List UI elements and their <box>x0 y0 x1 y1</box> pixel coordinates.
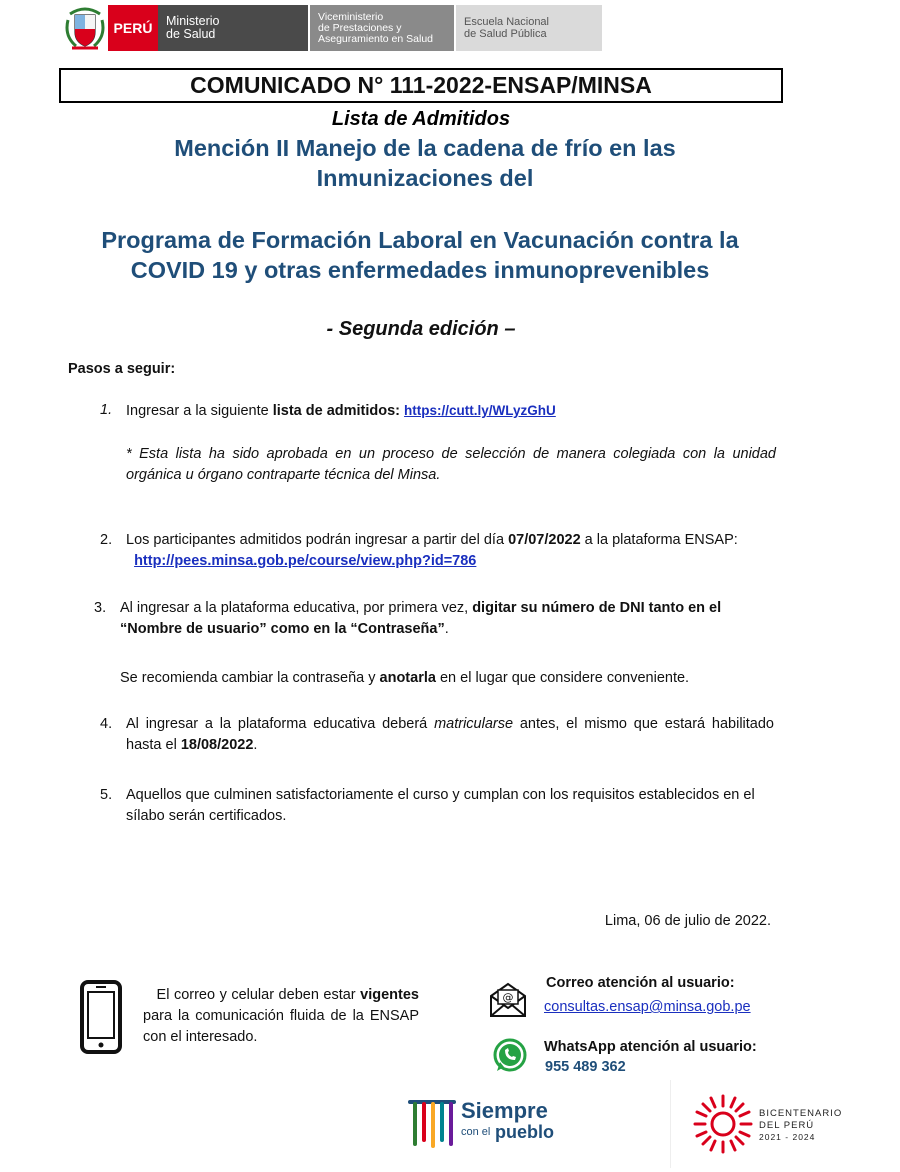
contact-validity-note <box>143 985 419 1048</box>
step-4-date: 18/08/2022 <box>180 737 254 753</box>
footer-note-bold: vigentes <box>360 987 419 1003</box>
mencion-title: Mención II Manejo de la cadena de frío en las Inmunizaciones del <box>174 135 676 191</box>
coat-of-arms-icon <box>64 6 106 50</box>
step-1-bold: lista de admitidos: <box>272 403 401 419</box>
admitidos-link[interactable]: https://cutt.ly/WLyzGhU <box>404 403 556 418</box>
step-2-date: 07/07/2022 <box>508 532 581 548</box>
vice-line-1: Viceministerio <box>318 10 384 23</box>
step-2-number: 2. <box>100 532 113 548</box>
edicion-label: - Segunda edición – <box>326 318 516 340</box>
bicent-line-3: 2021 - 2024 <box>759 1132 816 1142</box>
comunicado-title: COMUNICADO N° 111-2022-ENSAP/MINSA <box>59 68 783 103</box>
con-el-word: con el <box>461 1126 491 1138</box>
escuela-line-1: Escuela Nacional <box>464 16 549 28</box>
siempre-logo-icon <box>407 1096 457 1150</box>
step-3-post: . <box>444 621 449 637</box>
whatsapp-number[interactable]: 955 489 362 <box>545 1059 626 1075</box>
escuela-line-2: de Salud Pública <box>464 28 547 40</box>
bicentenario-logo <box>670 1080 871 1168</box>
step-4-text <box>126 714 774 756</box>
step-3-recommendation <box>120 668 770 689</box>
vice-line-2: de Prestaciones y <box>318 21 402 34</box>
siempre-word: Siempre <box>461 1098 548 1123</box>
lista-subtitle: Lista de Admitidos <box>331 108 511 130</box>
step-4-mid: antes, el mismo que estará habilitado hasta el <box>126 716 774 753</box>
step-1-note: * Esta lista ha sido aprobada en un proceso de selección de manera colegiada con la unidad orgánica u órgano contraparte técnica del Minsa. <box>126 446 776 483</box>
step-5-text: Aquellos que culminen satisfactoriamente el curso y cumplan con los requisitos establecidos en el sílabo serán certificados. <box>126 787 755 824</box>
step-4-pre: Al ingresar a la plataforma educativa deberá <box>126 716 435 732</box>
email-link[interactable]: consultas.ensap@minsa.gob.pe <box>544 999 751 1015</box>
step-3-rec-bold: anotarla <box>379 670 436 686</box>
step-1-text <box>126 400 776 422</box>
step-2-text <box>126 530 776 572</box>
ensap-platform-link[interactable]: http://pees.minsa.gob.pe/course/view.php?id=786 <box>134 553 477 569</box>
mobile-phone-icon <box>80 980 122 1054</box>
step-3-rec-post: en el lugar que considere conveniente. <box>435 670 690 686</box>
email-label: Correo atención al usuario: <box>546 975 735 991</box>
escuela-label <box>456 5 602 51</box>
svg-text:@: @ <box>502 991 514 1004</box>
whatsapp-icon <box>492 1038 528 1074</box>
step-2-mid: a la plataforma ENSAP: <box>580 532 738 548</box>
bicentenario-logo-icon <box>691 1092 755 1156</box>
step-5-number: 5. <box>100 787 113 803</box>
step-4-post: . <box>253 737 258 753</box>
step-3-number: 3. <box>94 600 107 616</box>
step-3-bold: digitar su número de DNI tanto en el “Nombre de usuario” como en la “Contraseña” <box>120 600 722 637</box>
step-2-pre: Los participantes admitidos podrán ingresar a partir del día <box>126 532 509 548</box>
bicent-line-2: DEL PERÚ <box>759 1120 815 1131</box>
ministerio-line-1: Ministerio <box>166 14 220 28</box>
step-3-rec-pre: Se recomienda cambiar la contraseña y <box>120 670 380 686</box>
viceministerio-label <box>310 5 454 51</box>
step-1-pre: Ingresar a la siguiente <box>126 403 273 419</box>
step-1-number: 1. <box>100 402 113 418</box>
date-place: Lima, 06 de julio de 2022. <box>604 913 771 929</box>
ministerio-line-2: de Salud <box>166 27 216 41</box>
email-icon <box>488 980 528 1020</box>
pueblo-word: pueblo <box>495 1122 554 1142</box>
whatsapp-label: WhatsApp atención al usuario: <box>544 1039 757 1055</box>
peru-brand-label: PERÚ <box>108 5 158 51</box>
ministerio-label <box>158 5 308 51</box>
step-3-pre: Al ingresar a la plataforma educativa, por primera vez, <box>120 600 473 616</box>
vice-line-3: Aseguramiento en Salud <box>318 32 433 45</box>
bicent-line-1: BICENTENARIO <box>759 1108 843 1119</box>
step-3-text <box>120 598 770 640</box>
footer-note-pre: El correo y celular deben estar <box>156 987 361 1003</box>
siempre-con-el-pueblo-logo <box>407 1094 557 1154</box>
step-4-number: 4. <box>100 716 113 732</box>
step-4-italic: matricularse <box>434 716 514 732</box>
footer-note-post: para la comunicación fluida de la ENSAP con el interesado. <box>143 1008 419 1045</box>
programa-title: Programa de Formación Laboral en Vacunación contra la COVID 19 y otras enfermedades inmunoprevenibles <box>101 227 739 283</box>
pasos-heading: Pasos a seguir: <box>68 361 176 377</box>
